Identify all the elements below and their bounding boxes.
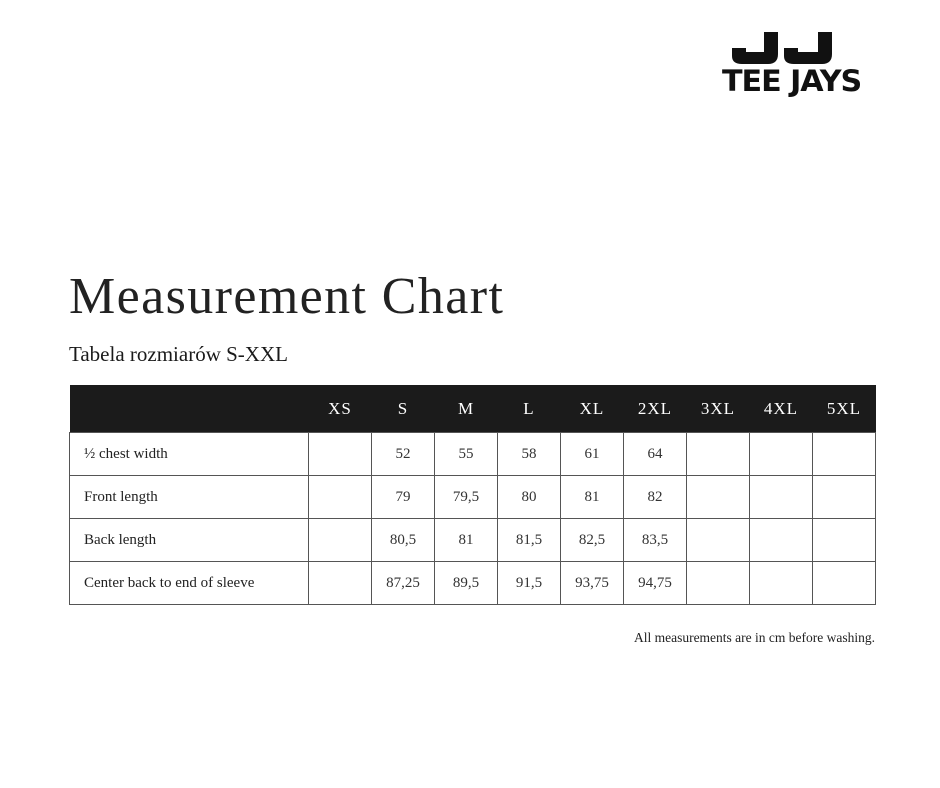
size-header: 5XL <box>813 385 876 433</box>
page-title: Measurement Chart <box>69 268 505 325</box>
table-cell: 89,5 <box>435 562 498 605</box>
table-cell <box>750 519 813 562</box>
footnote: All measurements are in cm before washing. <box>633 630 875 645</box>
table-cell: 91,5 <box>498 562 561 605</box>
row-label: Back length <box>70 519 309 562</box>
table-cell: 82 <box>624 476 687 519</box>
size-header: S <box>372 385 435 433</box>
table-cell: 94,75 <box>624 562 687 605</box>
table-cell: 81 <box>435 519 498 562</box>
header-label-cell <box>70 385 309 433</box>
table-cell: 81,5 <box>498 519 561 562</box>
table-cell: 52 <box>372 433 435 476</box>
row-label: Front length <box>70 476 309 519</box>
table-cell: 87,25 <box>372 562 435 605</box>
row-label: ½ chest width <box>70 433 309 476</box>
table-cell <box>687 433 750 476</box>
table-cell: 81 <box>561 476 624 519</box>
table-cell <box>687 562 750 605</box>
table-cell <box>750 433 813 476</box>
table-cell: 61 <box>561 433 624 476</box>
tee-jays-logo <box>722 30 878 96</box>
size-header: 4XL <box>750 385 813 433</box>
row-label: Center back to end of sleeve <box>70 562 309 605</box>
table-cell <box>813 433 876 476</box>
size-header: XL <box>561 385 624 433</box>
table-cell <box>813 476 876 519</box>
table-header-row <box>70 385 876 433</box>
logo-wordmark: TEE JAYS <box>722 64 862 98</box>
table-cell <box>813 519 876 562</box>
table-cell <box>687 519 750 562</box>
table-cell <box>813 562 876 605</box>
table-cell: 80 <box>498 476 561 519</box>
table-cell <box>309 476 372 519</box>
measurement-table <box>69 385 876 605</box>
page-subtitle: Tabela rozmiarów S-XXL <box>69 342 288 366</box>
table-cell: 58 <box>498 433 561 476</box>
table-cell <box>750 476 813 519</box>
table-cell: 83,5 <box>624 519 687 562</box>
table-row <box>70 562 876 605</box>
size-header: 3XL <box>687 385 750 433</box>
table-cell: 55 <box>435 433 498 476</box>
table-cell <box>309 433 372 476</box>
table-row <box>70 519 876 562</box>
table-row <box>70 433 876 476</box>
table-cell: 82,5 <box>561 519 624 562</box>
table-cell <box>750 562 813 605</box>
table-cell: 79,5 <box>435 476 498 519</box>
table-row <box>70 476 876 519</box>
size-header: 2XL <box>624 385 687 433</box>
table-cell <box>309 519 372 562</box>
table-cell: 79 <box>372 476 435 519</box>
size-header: L <box>498 385 561 433</box>
table-cell <box>309 562 372 605</box>
table-cell: 80,5 <box>372 519 435 562</box>
size-header: M <box>435 385 498 433</box>
table-cell <box>687 476 750 519</box>
table-cell: 64 <box>624 433 687 476</box>
logo-mark-icon <box>722 30 878 66</box>
table-cell: 93,75 <box>561 562 624 605</box>
size-header: XS <box>309 385 372 433</box>
